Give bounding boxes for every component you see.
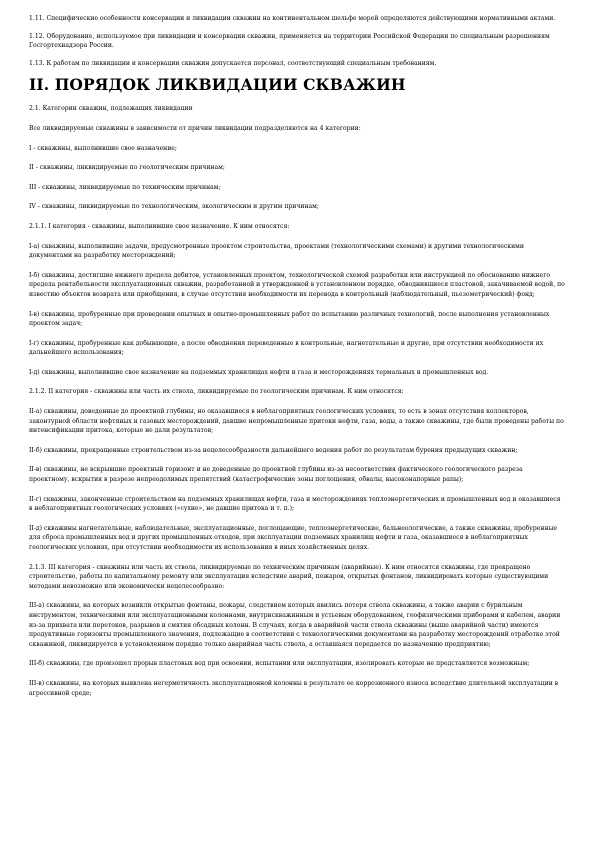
subsection-heading: 2.1.3. III категория - скважины или часть их ствола, ликвидируемые по техническим причинам (аварийные). К ним относятся скважины, где прекращено строительство, работы по капитальному ремонту или эксплуатация вследствие аварий, пожаров, открытых фонтанов, ликвидировать которые существующими методами невозможно или экономически нецелесообразно:	[29, 563, 549, 590]
list-item: I - скважины, выполнившие свое назначение;	[29, 144, 177, 152]
paragraph: II-в) скважины, не вскрывшие проектный горизонт и не доведенные до проектной глубины из-за несоответствия фактического геологического разреза проектному, вскрытия в разрезе непреодолимых препятствий (катастрофические зоны поглощения, обвалы, высоконапорные рапы);	[29, 466, 523, 484]
paragraph: I-в) скважины, пробуренные при проведении опытных и опытно-промышленных работ по испытанию различных технологий, после выполнения установленных проектом задач;	[29, 310, 550, 328]
paragraph: II-г) скважины, законченные строительством на подземных хранилищах нефти, газа и месторождениях теплоэнергетических и промышленных вод и оказавшиеся в неблагоприятных геологических условиях («сухие», не давшие притока и т. п.);	[29, 495, 561, 513]
paragraph: III-б) скважины, где произошел прорыв пластовых вод при освоении, испытании или эксплуатации, изолировать которые не представляется возможным;	[29, 660, 530, 668]
list-item: III - скважины, ликвидируемые по техническим причинам;	[29, 183, 221, 191]
paragraph: Все ликвидируемые скважины в зависимости от причин ликвидации подразделяются на 4 категории:	[29, 124, 361, 132]
list-item: II - скважины, ликвидируемые по геологическим причинам;	[29, 164, 225, 172]
subsection-heading: 2.1.2. II категория - скважины или часть их ствола, ликвидируемые по геологическим причинам. К ним относятся:	[29, 388, 404, 396]
paragraph: III-в) скважины, на которых выявлена негерметичность эксплуатационной колонны в результате ее коррозионного износа вследствие длительной эксплуатации в агрессивной среде;	[29, 679, 559, 697]
intro-paragraph: 1.13. К работам по ликвидации и консервации скважин допускается персонал, соответствующий специальным требованиям.	[29, 59, 437, 67]
paragraph: I-а) скважины, выполнившие задачи, предусмотренные проектом строительства, проектами (технологическими схемами) и другими технологическими документами на разработку месторождений;	[29, 242, 524, 260]
section-title: II. ПОРЯДОК ЛИКВИДАЦИИ СКВАЖИН	[29, 75, 406, 95]
subsection-heading: 2.1. Категории скважин, подлежащих ликвидации	[29, 105, 193, 113]
intro-paragraph: 1.11. Специфические особенности консервации и ликвидации скважин на континентальном шельфе морей определяются действующими нормативными актами.	[29, 15, 556, 22]
paragraph: III-а) скважины, на которых возникли открытые фонтаны, пожары, следствием которых явились потеря ствола скважины, а также аварии с бурильным инструментом, техническими или эксплуатационными колоннами, внутрискважинным и устьевым оборудованием, геофизическими приборами и кабелем, аварии из-за прихвата или перетоков, разрывов и смятия обсадных колонн. В случаях, когда в аварийной части ствола скважины (выше аварийной части) имеются продуктивные горизонты промышленного значения, подлежащие в соответствии с технологическими документами на разработку месторождений отработке этой скважиной, ликвидируется в установленном порядке только аварийная часть ствола, а оставшаяся передается по назначению предприятию;	[29, 602, 561, 648]
paragraph: I-г) скважины, пробуренные как добывающие, а после обводнения переведенные в контрольные, нагнетательные и другие, при отсутствии необходимости их дальнейшего использования;	[29, 339, 544, 357]
paragraph: II-д) скважины нагнетательные, наблюдательные, эксплуатационные, поглощающие, теплоэнергетические, бальнеологические, а также скважины, пробуренные для сброса промышленных вод и других промышленных отходов, при эксплуатации подземных хранилищ нефти и газа, оказавшиеся в неблагоприятных геологических условиях, при отсутствии необходимости их использования в иных хозяйственных целях.	[29, 524, 557, 551]
paragraph: I-б) скважины, достигшие нижнего предела дебитов, установленных проектом, технологической схемой разработки или инструкцией по обоснованию нижнего предела рентабельности эксплуатационных скважин, разработанной и утвержденной в установленном порядке, обводнившиеся пластовой, закачиваемой водой, по известию объектов возврата или приобщения, в случае отсутствия необходимости их перевода в контрольный (наблюдательный, пьезометрический) фонд;	[29, 271, 565, 298]
list-item: IV - скважины, ликвидируемые по технологическим, экологическим и другим причинам;	[29, 203, 319, 211]
paragraph: II-а) скважины, доведенные до проектной глубины, но оказавшиеся в неблагоприятных геологических условиях, то есть в зонах отсутствия коллекторов, законтурной области нефтяных и газовых месторождений, давшие непромышленные притоки нефти, газа, воды, а также скважины, где были проведены работы по интенсификации притока, которые не дали результатов;	[29, 408, 564, 435]
intro-paragraph: 1.12. Оборудование, используемое при ликвидации и консервации скважин, применяется на территории Российской Федерации по специальным разрешениям Госгортехнадзора России.	[29, 32, 550, 50]
subsection-heading: 2.1.1. I категория - скважины, выполнившие свое назначение. К ним относятся:	[29, 222, 290, 230]
paragraph: II-б) скважины, прекращенные строительством из-за нецелесообразности дальнейшего ведения работ по результатам бурения предыдущих скважин;	[29, 446, 518, 454]
paragraph: I-д) скважины, выполнившие свое назначение на подземных хранилищах нефти и газа и месторождениях термальных и промышленных вод.	[29, 368, 489, 376]
